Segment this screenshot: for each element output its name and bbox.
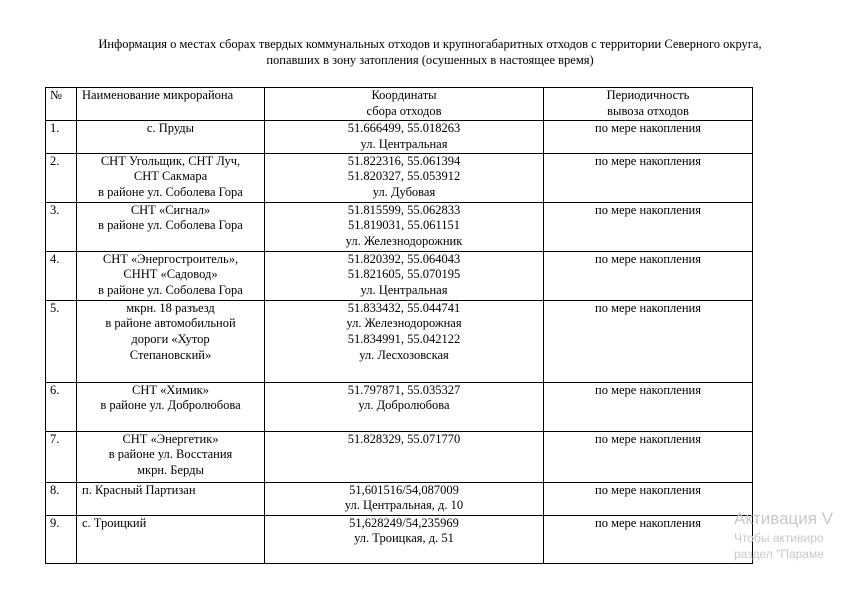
header-name: Наименование микрорайона bbox=[77, 88, 265, 121]
row-period: по мере накопления bbox=[544, 202, 753, 251]
coords-line: 51.834991, 55.042122 bbox=[347, 332, 461, 347]
coords-line: ул. Центральная, д. 10 bbox=[344, 498, 464, 513]
header-num: № bbox=[46, 88, 77, 121]
row-name bbox=[77, 431, 265, 482]
name-line: СНТ «Энергетик» bbox=[122, 431, 219, 446]
waste-collection-table bbox=[45, 87, 753, 564]
name-line: мкрн. 18 разъезд bbox=[126, 300, 215, 315]
watermark-line-3: раздел "Парамe bbox=[734, 547, 824, 561]
row-period: по мере накопления bbox=[544, 382, 753, 431]
row-num: 3. bbox=[46, 202, 77, 251]
title-line-1: Информация о местах сборах твердых коммунальных отходов и крупногабаритных отходов с территории Северного округа, bbox=[98, 37, 762, 51]
coords-line: ул. Троицкая, д. 51 bbox=[354, 531, 454, 546]
row-period: по мере накопления bbox=[544, 251, 753, 300]
table-row bbox=[46, 153, 753, 202]
name-line: в районе ул. Соболева Гора bbox=[98, 185, 243, 200]
coords-line: 51.821605, 55.070195 bbox=[347, 267, 461, 282]
row-name bbox=[77, 482, 265, 515]
row-name bbox=[77, 300, 265, 382]
coords-line: 51.828329, 55.071770 bbox=[347, 431, 461, 446]
table-row bbox=[46, 121, 753, 154]
coords-line: 51.819031, 55.061151 bbox=[347, 218, 461, 233]
name-line: в районе ул. Соболева Гора bbox=[98, 283, 243, 298]
windows-activation-watermark bbox=[734, 508, 833, 562]
row-coords bbox=[265, 300, 544, 382]
header-coords-line: Координаты bbox=[371, 88, 437, 102]
row-name bbox=[77, 121, 265, 154]
coords-line: 51.833432, 55.044741 bbox=[347, 300, 461, 315]
row-period: по мере накопления bbox=[544, 482, 753, 515]
name-line: с. Троицкий bbox=[82, 515, 147, 530]
row-period: по мере накопления bbox=[544, 153, 753, 202]
row-coords bbox=[265, 382, 544, 431]
row-coords bbox=[265, 482, 544, 515]
name-line: мкрн. Берды bbox=[137, 463, 204, 478]
name-line: СНТ Угольщик, СНТ Луч, bbox=[100, 153, 241, 168]
row-num: 1. bbox=[46, 121, 77, 154]
row-period: по мере накопления bbox=[544, 431, 753, 482]
name-line: СННТ «Садовод» bbox=[123, 267, 218, 282]
row-num: 9. bbox=[46, 515, 77, 563]
row-coords bbox=[265, 202, 544, 251]
coords-line: 51.666499, 55.018263 bbox=[347, 121, 461, 135]
coords-line: 51.797871, 55.035327 bbox=[347, 382, 461, 397]
table-row bbox=[46, 515, 753, 563]
coords-line: 51.820392, 55.064043 bbox=[347, 251, 461, 266]
row-period: по мере накопления bbox=[544, 121, 753, 154]
table-row bbox=[46, 482, 753, 515]
row-name bbox=[77, 515, 265, 563]
row-coords bbox=[265, 431, 544, 482]
coords-line: ул. Добролюбова bbox=[358, 398, 450, 413]
name-line: п. Красный Партизан bbox=[82, 482, 196, 497]
name-line: в районе автомобильной bbox=[105, 316, 236, 331]
watermark-line-2: Чтобы активиро bbox=[734, 531, 824, 545]
row-num: 2. bbox=[46, 153, 77, 202]
row-num: 5. bbox=[46, 300, 77, 382]
row-coords bbox=[265, 121, 544, 154]
name-line: Степановский» bbox=[129, 347, 212, 362]
coords-line: 51,628249/54,235969 bbox=[349, 515, 459, 530]
row-num: 4. bbox=[46, 251, 77, 300]
coords-line: 51,601516/54,087009 bbox=[349, 482, 459, 497]
header-period bbox=[544, 88, 753, 121]
row-name bbox=[77, 382, 265, 431]
name-line: СНТ «Энергостроитель», bbox=[102, 251, 239, 266]
coords-line: ул. Лесхозовская bbox=[359, 347, 449, 362]
table-row bbox=[46, 431, 753, 482]
table-row bbox=[46, 251, 753, 300]
header-period-line: вывоза отходов bbox=[607, 103, 689, 118]
name-line: в районе ул. Восстания bbox=[108, 447, 233, 462]
row-num: 7. bbox=[46, 431, 77, 482]
title-line-2: попавших в зону затопления (осушенных в настоящее время) bbox=[266, 53, 594, 67]
header-period-line: Периодичность bbox=[606, 88, 690, 102]
header-coords-line: сбора отходов bbox=[366, 103, 442, 118]
name-line: с. Пруды bbox=[146, 121, 195, 135]
row-name bbox=[77, 251, 265, 300]
coords-line: ул. Центральная bbox=[360, 283, 448, 298]
row-coords bbox=[265, 251, 544, 300]
coords-line: ул. Центральная bbox=[360, 136, 448, 151]
table-row bbox=[46, 300, 753, 382]
row-period: по мере накопления bbox=[544, 515, 753, 563]
document-title bbox=[30, 36, 830, 68]
row-num: 6. bbox=[46, 382, 77, 431]
name-line: СНТ «Химик» bbox=[131, 382, 209, 397]
name-line: в районе ул. Добролюбова bbox=[100, 398, 241, 413]
row-num: 8. bbox=[46, 482, 77, 515]
row-name bbox=[77, 202, 265, 251]
table-header-row bbox=[46, 88, 753, 121]
coords-line: 51.820327, 55.053912 bbox=[347, 169, 461, 184]
header-coords bbox=[265, 88, 544, 121]
row-coords bbox=[265, 515, 544, 563]
table-row bbox=[46, 202, 753, 251]
coords-line: ул. Дубовая bbox=[372, 185, 436, 200]
name-line: СНТ «Сигнал» bbox=[130, 202, 211, 217]
row-period: по мере накопления bbox=[544, 300, 753, 382]
watermark-line-1: Активация V bbox=[734, 509, 834, 528]
name-line: в районе ул. Соболева Гора bbox=[98, 218, 243, 233]
coords-line: ул. Железнодорожник bbox=[345, 234, 463, 249]
coords-line: 51.822316, 55.061394 bbox=[347, 153, 461, 168]
row-coords bbox=[265, 153, 544, 202]
table-row bbox=[46, 382, 753, 431]
name-line: дороги «Хутор bbox=[131, 332, 210, 347]
row-name bbox=[77, 153, 265, 202]
coords-line: 51.815599, 55.062833 bbox=[347, 202, 461, 217]
coords-line: ул. Железнодорожная bbox=[346, 316, 462, 331]
name-line: СНТ Сакмара bbox=[133, 169, 208, 184]
